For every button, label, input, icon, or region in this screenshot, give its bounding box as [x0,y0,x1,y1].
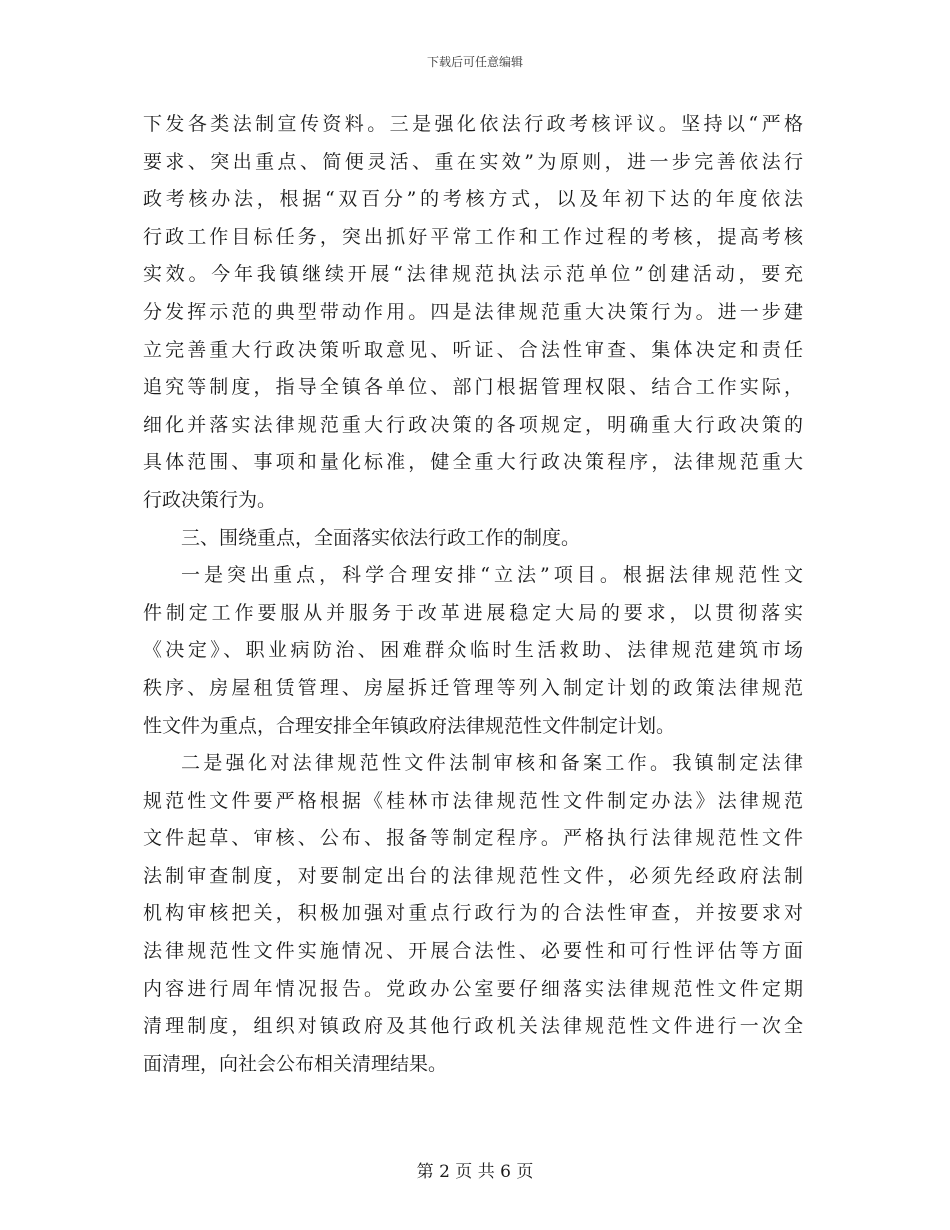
text-line: 面清理，向社会公布相关清理结果。 [143,1052,448,1075]
text-line: 秩序、房屋租赁管理、房屋拆迁管理等列入制定计划的政策法律规范 [143,676,803,699]
text-line: 件制定工作要服从并服务于改革进展稳定大局的要求，以贯彻落实 [143,601,803,624]
text-line: 具体范围、事项和量化标准，健全重大行政决策程序，法律规范重大 [143,451,803,474]
text-line: 二是强化对法律规范性文件法制审核和备案工作。我镇制定法律 [181,752,803,775]
section-heading: 三、围绕重点，全面落实依法行政工作的制度。 [181,526,581,549]
text-line: 立完善重大行政决策听取意见、听证、合法性审查、集体决定和责任 [143,338,803,361]
text-line: 内容进行周年情况报告。党政办公室要仔细落实法律规范性文件定期 [143,977,803,1000]
document-body [143,106,803,1083]
text-line: 文件起草、审核、公布、报备等制定程序。严格执行法律规范性文件 [143,827,803,850]
text-line: 下发各类法制宣传资料。三是强化依法行政考核评议。坚持以“严格 [143,113,803,135]
text-line: 机构审核把关，积极加强对重点行政行为的合法性审查，并按要求对 [143,902,803,925]
text-line: 行政工作目标任务，突出抓好平常工作和工作过程的考核，提高考核 [143,225,803,248]
text-line: 实效。今年我镇继续开展“法律规范执法示范单位”创建活动，要充 [143,263,803,286]
text-line: 《决定》、职业病防治、困难群众临时生活救助、法律规范建筑市场 [143,639,803,662]
page-header: 下载后可任意编辑 [426,55,523,69]
page-number: 第 2 页 共 6 页 [416,1162,534,1182]
text-line: 法律规范性文件实施情况、开展合法性、必要性和可行性评估等方面 [143,940,803,963]
text-line: 性文件为重点，合理安排全年镇政府法律规范性文件制定计划。 [143,714,676,737]
text-line: 一是突出重点，科学合理安排“立法”项目。根据法律规范性文 [181,564,803,587]
text-line: 追究等制度，指导全镇各单位、部门根据管理权限、结合工作实际， [143,376,803,399]
text-line: 分发挥示范的典型带动作用。四是法律规范重大决策行为。进一步建 [143,300,803,323]
text-line: 行政决策行为。 [143,488,277,511]
text-line: 要求、突出重点、简便灵活、重在实效”为原则，进一步完善依法行 [143,150,803,173]
text-line: 政考核办法，根据“双百分”的考核方式，以及年初下达的年度依法 [143,188,803,211]
text-line: 细化并落实法律规范重大行政决策的各项规定，明确重大行政决策的 [143,413,803,436]
text-line: 规范性文件要严格根据《桂林市法律规范性文件制定办法》法律规范 [143,789,803,812]
text-line: 清理制度，组织对镇政府及其他行政机关法律规范性文件进行一次全 [143,1015,803,1038]
text-line: 法制审查制度，对要制定出台的法律规范性文件，必须先经政府法制 [143,864,803,887]
